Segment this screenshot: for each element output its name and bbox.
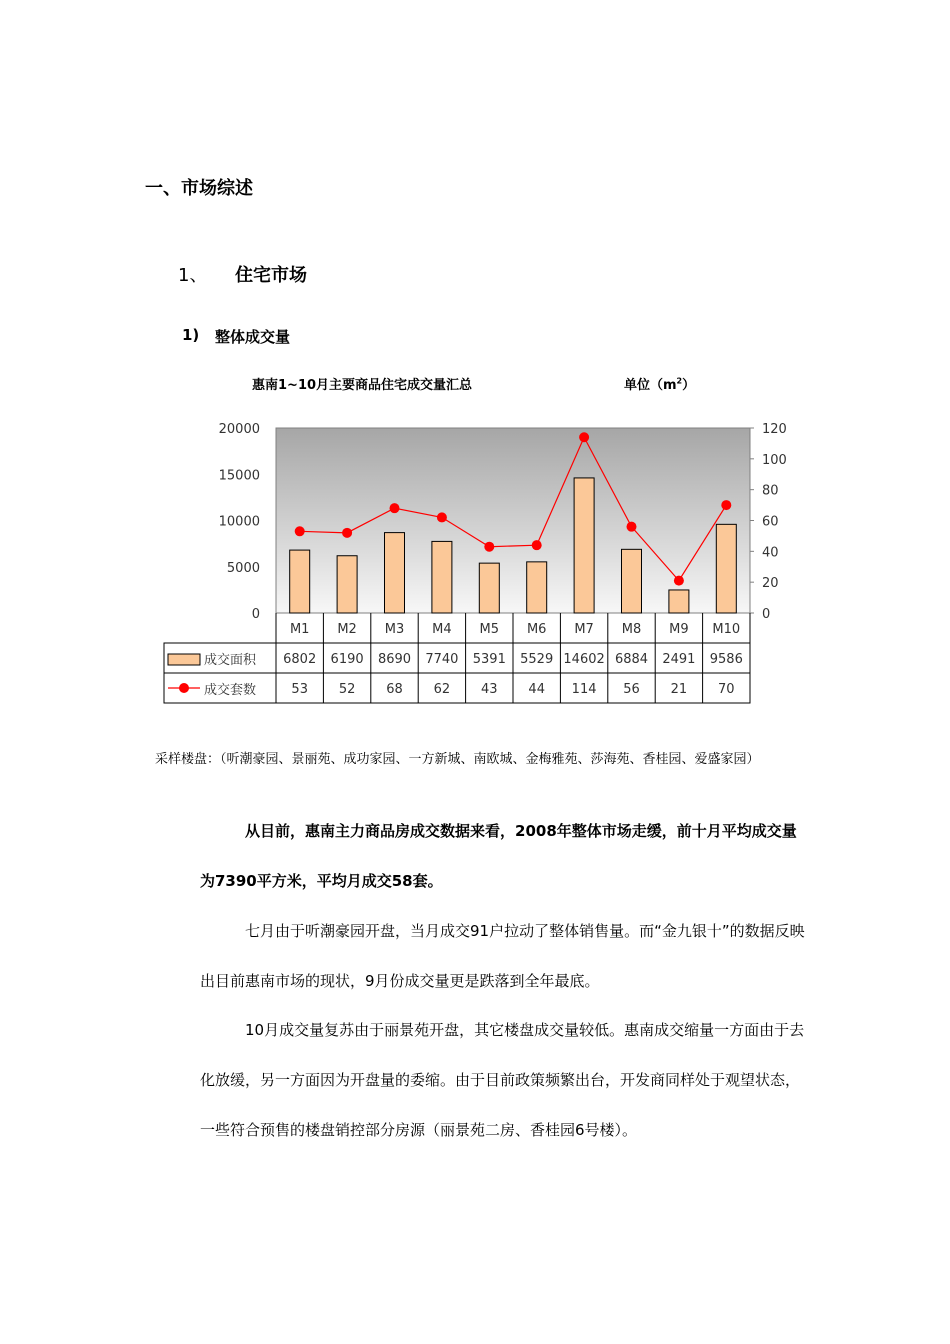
bar-M8 — [622, 549, 642, 613]
paragraph-3: 10月成交量复苏由于丽景苑开盘，其它楼盘成交量较低。惠南成交缩量一方面由于去化放缓，另一方面因为开盘量的委缩。由于目前政策频繁出台，开发商同样处于观望状态，一些符合预售的楼盘销控部分房源（丽景苑二房、香桂园6号楼）。 — [200, 1021, 805, 1139]
bar-M1 — [290, 550, 310, 613]
subsubsection-number: 1) — [182, 326, 200, 344]
bar-M4 — [432, 541, 452, 613]
sales-chart — [160, 420, 787, 706]
table-value-count: 43 — [481, 682, 498, 697]
line-point-M10 — [721, 500, 731, 510]
table-value-area: 6190 — [330, 652, 364, 667]
table-value-count: 44 — [528, 682, 545, 697]
table-value-area: 5391 — [472, 652, 506, 667]
table-value-area: 14602 — [563, 652, 605, 667]
bar-M9 — [669, 590, 689, 613]
table-value-area: 5529 — [520, 652, 554, 667]
table-value-area: 2491 — [662, 652, 696, 667]
line-point-M3 — [390, 503, 400, 513]
line-point-M4 — [437, 512, 447, 522]
bar-M2 — [337, 556, 357, 613]
table-value-count: 52 — [338, 682, 356, 697]
table-value-count: 68 — [386, 682, 403, 697]
legend-line-label: 成交套数 — [204, 683, 257, 698]
x-category-label: M8 — [621, 622, 642, 637]
section-title: 一、市场综述 — [145, 178, 253, 199]
sample-projects-note: 采样楼盘：（听潮豪园、景丽苑、成功家园、一方新城、南欧城、金梅雅苑、莎海苑、香桂园、爱盛家园） — [155, 752, 760, 767]
x-category-label: M7 — [574, 622, 594, 637]
line-point-M5 — [484, 542, 494, 552]
table-value-count: 70 — [718, 682, 735, 697]
y-right-tick-label: 0 — [762, 607, 771, 622]
line-point-M6 — [532, 540, 542, 550]
bar-M3 — [385, 533, 405, 613]
y-right-tick-label: 40 — [762, 545, 779, 561]
line-point-M7 — [579, 432, 589, 442]
x-category-label: M2 — [337, 622, 357, 637]
legend-bar-swatch — [168, 654, 200, 665]
y-left-tick-label: 15000 — [218, 468, 260, 484]
table-value-area: 6802 — [283, 652, 317, 667]
legend-bar-label: 成交面积 — [204, 653, 257, 668]
y-right-tick-label: 80 — [762, 483, 779, 499]
table-value-count: 21 — [670, 682, 688, 697]
bar-M10 — [716, 524, 736, 613]
y-right-tick-label: 60 — [762, 514, 779, 530]
x-category-label: M5 — [479, 622, 500, 637]
paragraph-2: 七月由于听潮豪园开盘，当月成交91户拉动了整体销售量。而“金九银十”的数据反映出目前惠南市场的现状，9月份成交量更是跌落到全年最底。 — [200, 922, 805, 990]
x-category-label: M6 — [526, 622, 547, 637]
chart-title: 惠南1~10月主要商品住宅成交量汇总 — [252, 378, 473, 393]
y-right-tick-label: 120 — [762, 422, 787, 437]
table-value-count: 56 — [623, 682, 640, 697]
chart-unit: 单位$(m^2)$ — [624, 376, 696, 393]
paragraph-1: 从目前，惠南主力商品房成交数据来看，2008年整体市场走缓，前十月平均成交量为7390平方米，平均月成交58套。 — [200, 822, 797, 890]
table-value-count: 62 — [433, 682, 451, 697]
table-value-area: 9586 — [709, 652, 743, 667]
x-category-label: M4 — [432, 622, 452, 637]
table-value-count: 114 — [571, 682, 597, 697]
table-value-count: 53 — [291, 682, 308, 697]
y-left-tick-label: 0 — [251, 607, 260, 622]
y-left-tick-label: 5000 — [226, 560, 260, 576]
x-category-label: M9 — [669, 622, 689, 637]
table-value-area: 6884 — [614, 652, 649, 667]
line-point-M1 — [295, 526, 305, 536]
line-point-M9 — [674, 576, 684, 586]
y-right-tick-label: 20 — [762, 576, 779, 592]
bar-M5 — [479, 563, 499, 613]
legend-line-marker — [179, 683, 189, 693]
x-category-label: M3 — [384, 622, 405, 637]
bar-M6 — [527, 562, 547, 613]
bar-M7 — [574, 478, 594, 613]
x-category-label: M1 — [289, 622, 310, 637]
subsection-number: 1、 — [178, 265, 208, 286]
subsection-title: 住宅市场 — [235, 265, 307, 286]
y-left-tick-label: 20000 — [218, 422, 260, 437]
line-point-M8 — [627, 522, 637, 532]
subsubsection-title: 整体成交量 — [215, 328, 291, 346]
x-category-label: M10 — [712, 622, 741, 637]
table-value-area: 8690 — [377, 652, 412, 667]
y-right-tick-label: 100 — [762, 452, 787, 468]
y-left-tick-label: 10000 — [218, 514, 260, 530]
line-point-M2 — [342, 528, 352, 538]
table-value-area: 7740 — [425, 652, 459, 667]
